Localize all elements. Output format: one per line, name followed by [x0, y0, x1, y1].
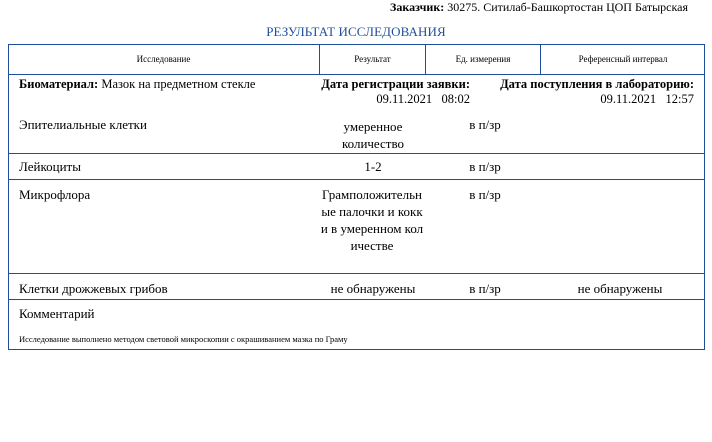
registration-date-info	[300, 77, 470, 107]
biomaterial-value: Мазок на предметном стекле	[101, 77, 256, 91]
row-result: Грамположительные палочки и кокки в умеренном количестве	[320, 187, 424, 253]
row-result: 1-2	[364, 159, 382, 174]
client-value: 30275. Ситилаб-Башкортостан ЦОП Батырская	[447, 0, 688, 14]
row-divider	[8, 299, 705, 300]
row-unit: в п/зр	[469, 281, 501, 296]
row-reference: не обнаружены	[577, 281, 663, 296]
header-test: Исследование	[8, 44, 320, 74]
biomaterial-info	[19, 77, 269, 92]
row-divider	[8, 273, 705, 274]
comment-text: Исследование выполнено методом световой микроскопии с окрашиванием мазка по Граму	[19, 334, 348, 344]
row-name: Микрофлора	[19, 187, 91, 202]
registration-label: Дата регистрации заявки:	[321, 77, 470, 91]
lab-date-info	[480, 77, 694, 107]
row-divider	[8, 153, 705, 154]
registration-value: 09.11.2021 08:02	[376, 92, 470, 106]
lab-label: Дата поступления в лабораторию:	[500, 77, 694, 91]
header-reference: Референсный интервал	[578, 54, 668, 64]
row-unit: в п/зр	[469, 117, 501, 132]
row-unit: в п/зр	[469, 187, 501, 202]
row-divider	[8, 179, 705, 180]
row-name: Клетки дрожжевых грибов	[19, 281, 168, 296]
row-name: Лейкоциты	[19, 159, 81, 174]
biomaterial-label: Биоматериал:	[19, 77, 99, 91]
lab-value: 09.11.2021 12:57	[600, 92, 694, 106]
report-title: РЕЗУЛЬТАТ ИССЛЕДОВАНИЯ	[266, 24, 446, 39]
client-label: Заказчик:	[390, 0, 445, 14]
comment-title: Комментарий	[19, 306, 95, 321]
client-info	[390, 0, 688, 15]
header-unit: Ед. измерения	[426, 44, 541, 74]
header-result: Результат	[320, 44, 426, 74]
row-name: Эпителиальные клетки	[19, 117, 147, 132]
row-unit: в п/зр	[469, 159, 501, 174]
row-result: не обнаружены	[330, 281, 416, 296]
table-header	[8, 44, 705, 75]
row-result: умеренное количество	[341, 119, 405, 151]
